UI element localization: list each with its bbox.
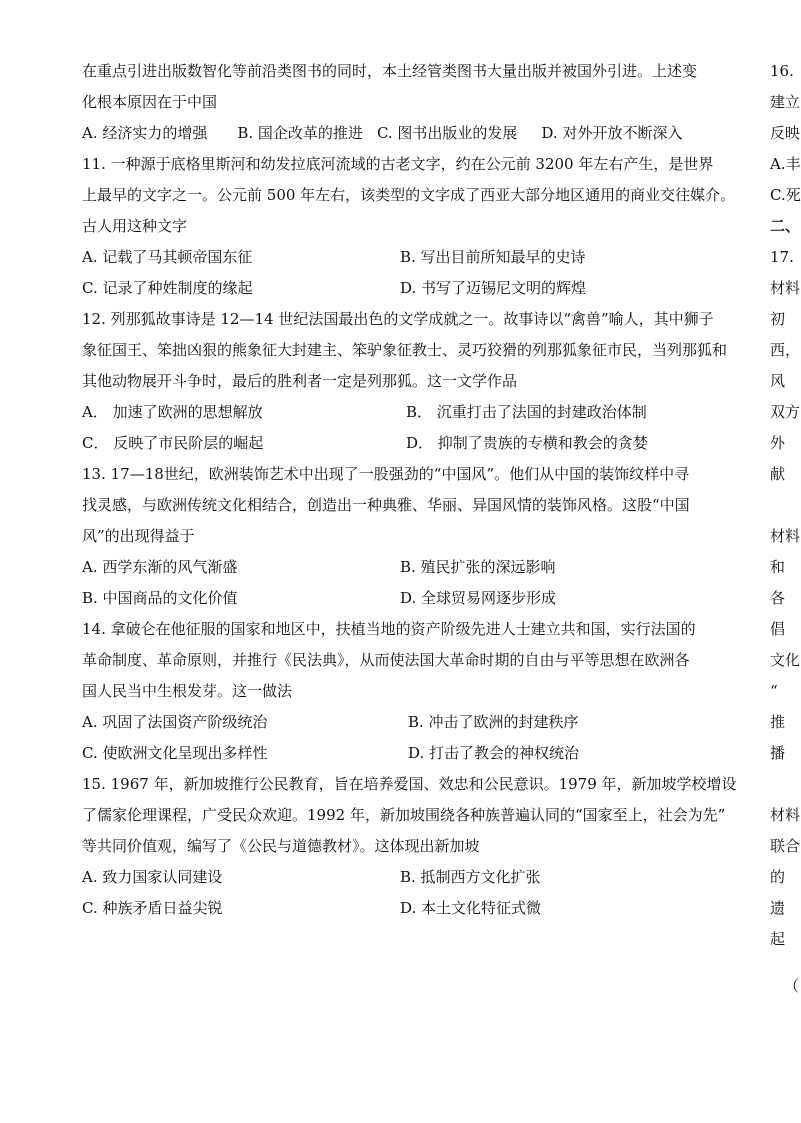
q11-line-1: 11. 一种源于底格里斯河和幼发拉底河流域的古老文字，约在公元前 3200 年左右产生，是世界 — [82, 155, 714, 173]
right-line: 16. — [770, 62, 794, 80]
q12-options-row-2 — [82, 428, 762, 459]
q12-line-2: 象征国王、笨拙凶狠的熊象征大封建主、笨驴象征教士、灵巧狡猾的列那狐象征市民，当列那狐和 — [82, 341, 728, 359]
right-line: 和 — [770, 558, 786, 576]
q14-line-1: 14. 拿破仑在他征服的国家和地区中，扶植当地的资产阶级先进人士建立共和国，实行法国的 — [82, 620, 696, 638]
right-line: 反映 — [770, 124, 801, 142]
q11-option-b[interactable]: B. 写出目前所知最早的史诗 — [400, 248, 586, 266]
q12-option-c[interactable]: C． 反映了市民阶层的崛起 — [82, 434, 264, 452]
q13-option-d[interactable]: D. 全球贸易网逐步形成 — [400, 589, 557, 607]
right-line: 二、 — [770, 217, 801, 235]
q10-option-d[interactable]: D. 对外开放不断深入 — [541, 124, 683, 142]
q13-options-row-1 — [82, 552, 762, 583]
q10-option-c[interactable]: C. 图书出版业的发展 — [376, 124, 518, 142]
q11-line-3: 古人用这种文字 — [82, 217, 188, 235]
right-line: 双方 — [770, 403, 801, 421]
right-line: 各 — [770, 589, 786, 607]
q15-line-3: 等共同价值观，编写了《公民与道德教材》。这体现出新加坡 — [82, 837, 480, 855]
q14-option-a[interactable]: A. 巩固了法国资产阶级统治 — [82, 713, 268, 731]
q12-option-d[interactable]: D． 抑制了贵族的专横和教会的贪婪 — [406, 434, 648, 452]
right-line: 的 — [770, 868, 786, 886]
right-line: 外 — [770, 434, 786, 452]
q14-option-b[interactable]: B. 冲击了欧洲的封建秩序 — [408, 713, 579, 731]
q10-line-1: 在重点引进出版数智化等前沿类图书的同时，本土经管类图书大量出版并被国外引进。上述变 — [82, 62, 698, 80]
q11-options-row-2 — [82, 273, 762, 304]
q15-option-a[interactable]: A. 致力国家认同建设 — [82, 868, 223, 886]
q11-option-c[interactable]: C. 记录了种姓制度的缘起 — [82, 279, 253, 297]
q13-option-c[interactable]: B. 中国商品的文化价值 — [82, 589, 238, 607]
right-line: C.死 — [770, 186, 801, 204]
right-line: 联合 — [770, 837, 801, 855]
q13-line-1: 13. 17—18世纪，欧洲装饰艺术中出现了一股强劲的“中国风”。他们从中国的装饰纹样中寻 — [82, 465, 690, 483]
q14-option-c[interactable]: C. 使欧洲文化呈现出多样性 — [82, 744, 268, 762]
right-line: 材料 — [770, 279, 801, 297]
main-column — [82, 56, 762, 924]
right-line — [770, 490, 794, 521]
right-line: 材料 — [770, 806, 801, 824]
q15-line-2: 了儒家伦理课程，广受民众欢迎。1992 年，新加坡围绕各种族普遍认同的“国家至上，社会为先” — [82, 806, 726, 824]
right-line: 初 — [770, 310, 786, 328]
right-line: 风 — [770, 372, 786, 390]
right-line: 起 — [770, 930, 786, 948]
q10-options — [82, 118, 762, 149]
q12-options-row-1 — [82, 397, 762, 428]
right-line: 倡 — [770, 620, 786, 638]
right-line: A.丰 — [770, 155, 801, 173]
q15-line-1: 15. 1967 年，新加坡推行公民教育，旨在培养爱国、效忠和公民意识。1979 年，新加坡学校增设 — [82, 775, 737, 793]
q15-options-row-2 — [82, 893, 762, 924]
right-line: 遗 — [770, 899, 786, 917]
q12-option-a[interactable]: A． 加速了欧洲的思想解放 — [82, 403, 263, 421]
q11-line-2: 上最早的文字之一。公元前 500 年左右，该类型的文字成了西亚大部分地区通用的商业交往媒介。 — [82, 186, 736, 204]
q12-line-3: 其他动物展开斗争时，最后的胜利者一定是列那狐。这一文学作品 — [82, 372, 518, 390]
q14-options-row-2 — [82, 738, 762, 769]
right-line: “ — [770, 682, 778, 700]
q15-option-d[interactable]: D. 本土文化特征式微 — [400, 899, 542, 917]
q13-line-3: 风”的出现得益于 — [82, 527, 195, 545]
q15-option-b[interactable]: B. 抵制西方文化扩张 — [400, 868, 541, 886]
right-line — [770, 769, 794, 800]
right-line: 文化 — [770, 651, 801, 669]
q11-options-row-1 — [82, 242, 762, 273]
right-line: 建立 — [770, 93, 801, 111]
right-line: 材料 — [770, 527, 801, 545]
q15-options-row-1 — [82, 862, 762, 893]
right-column-fragment — [770, 56, 801, 955]
right-line: 播 — [770, 744, 786, 762]
q10-line-2: 化根本原因在于中国 — [82, 93, 218, 111]
q14-option-d[interactable]: D. 打击了教会的神权统治 — [408, 744, 580, 762]
q14-options-row-1 — [82, 707, 762, 738]
q13-options-row-2 — [82, 583, 762, 614]
q14-line-2: 革命制度、革命原则，并推行《民法典》，从而使法国大革命时期的自由与平等思想在欧洲各 — [82, 651, 690, 669]
q12-option-b[interactable]: B． 沉重打击了法国的封建政治体制 — [406, 403, 647, 421]
right-paren: （ — [784, 977, 800, 995]
right-line: 西， — [770, 341, 801, 359]
right-line: 17. — [770, 248, 794, 266]
q13-line-2: 找灵感，与欧洲传统文化相结合，创造出一种典雅、华丽、异国风情的装饰风格。这股“中国 — [82, 496, 690, 514]
q14-line-3: 国人民当中生根发芽。这一做法 — [82, 682, 293, 700]
q15-option-c[interactable]: C. 种族矛盾日益尖锐 — [82, 899, 223, 917]
right-line: 献 — [770, 465, 786, 483]
right-line: 推 — [770, 713, 786, 731]
q12-line-1: 12. 列那狐故事诗是 12—14 世纪法国最出色的文学成就之一。故事诗以“禽兽”喻人，其中狮子 — [82, 310, 714, 328]
q10-option-a[interactable]: A. 经济实力的增强 — [82, 124, 208, 142]
q13-option-a[interactable]: A. 西学东渐的风气渐盛 — [82, 558, 238, 576]
q11-option-a[interactable]: A. 记载了马其顿帝国东征 — [82, 248, 253, 266]
q10-option-b[interactable]: B. 国企改革的推进 — [237, 124, 363, 142]
q13-option-b[interactable]: B. 殖民扩张的深远影响 — [400, 558, 556, 576]
q11-option-d[interactable]: D. 书写了迈锡尼文明的辉煌 — [400, 279, 587, 297]
